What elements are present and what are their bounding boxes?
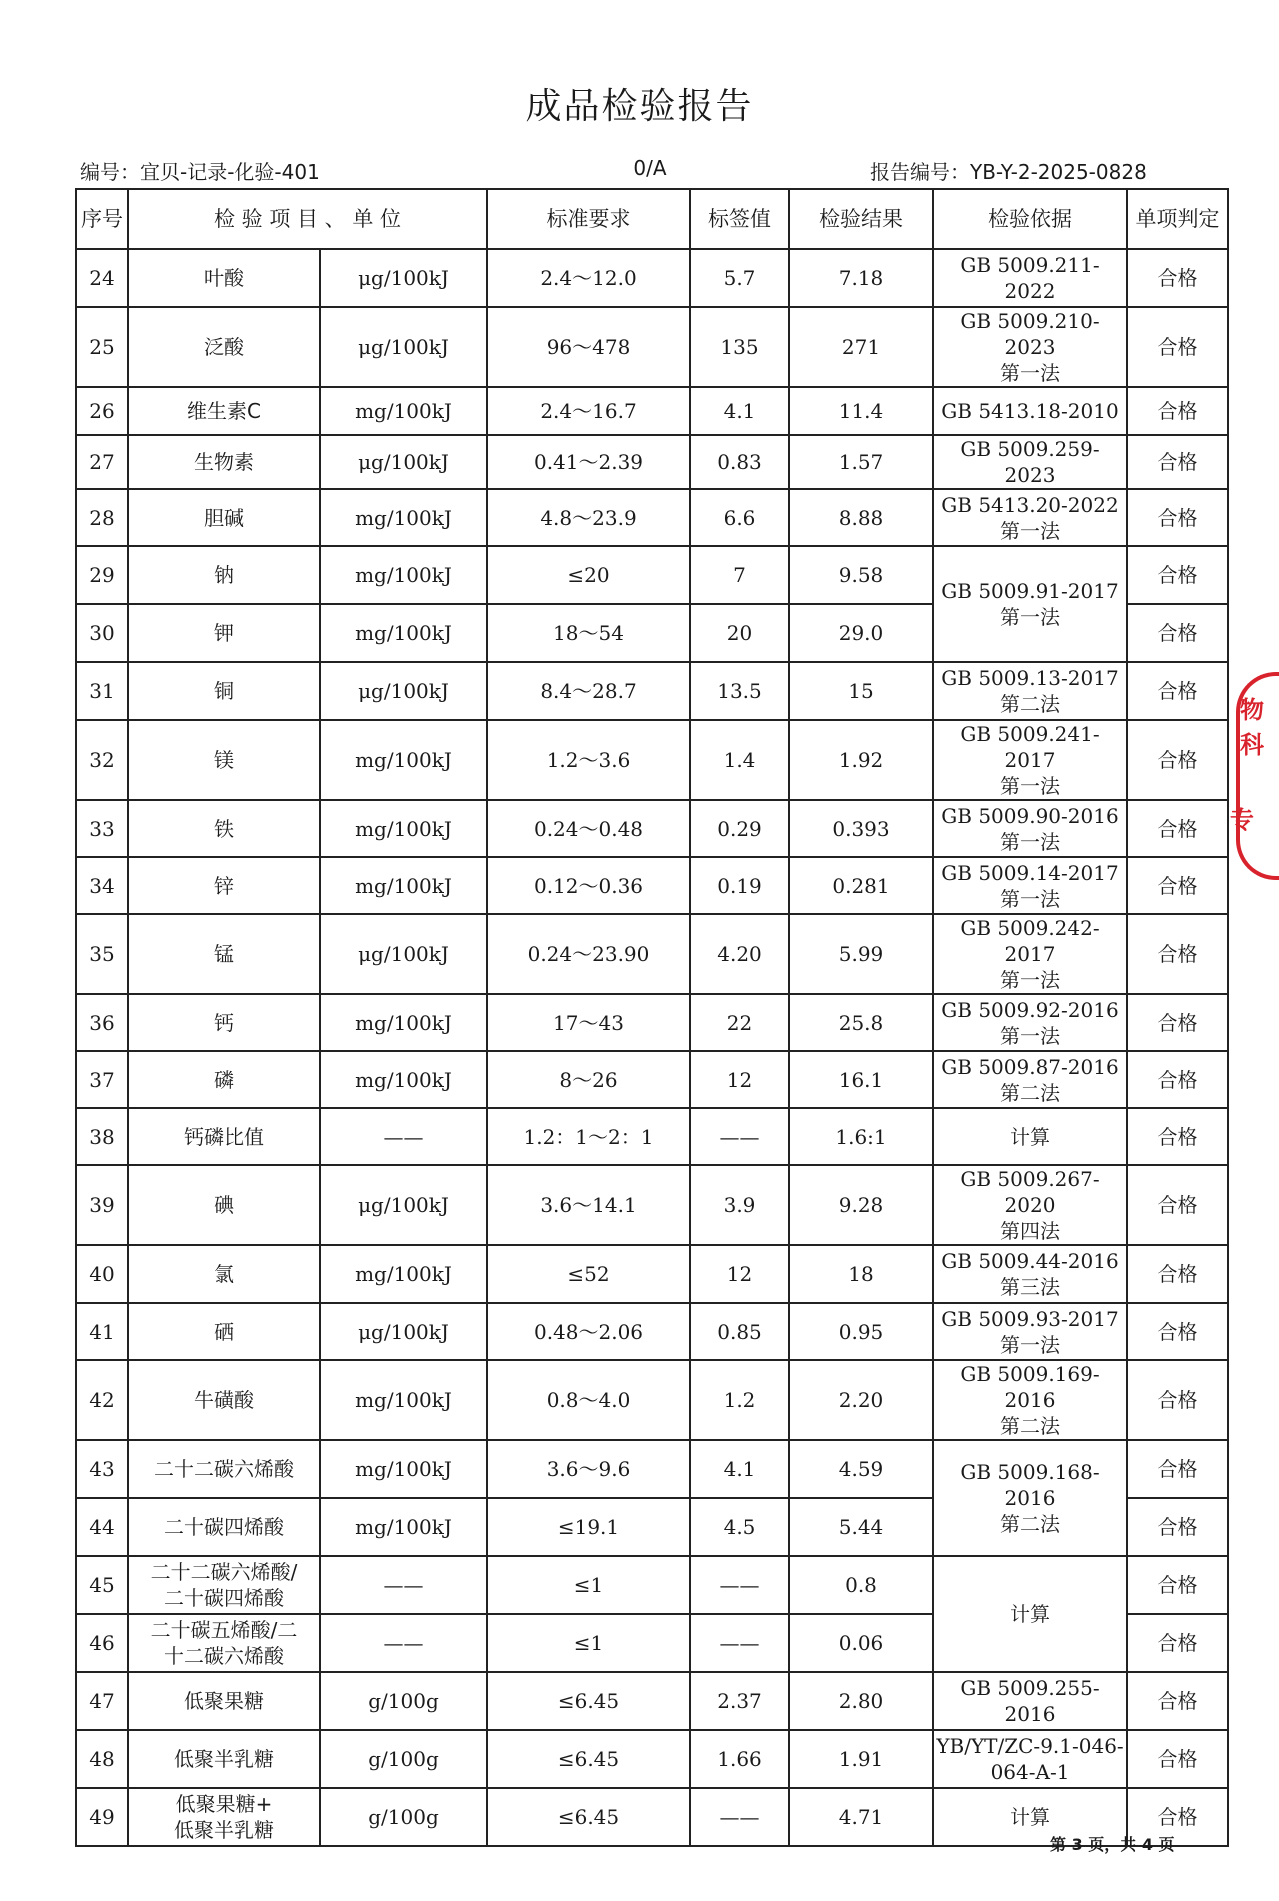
cell-unit: μg/100kJ: [320, 1303, 487, 1360]
cell-result: 9.28: [789, 1165, 933, 1245]
cell-item: 铁: [128, 800, 320, 857]
cell-standard: 2.4～16.7: [487, 387, 690, 435]
cell-standard: 1.2：1～2：1: [487, 1108, 690, 1165]
cell-judgement: 合格: [1127, 546, 1228, 604]
cell-item: 钾: [128, 604, 320, 662]
cell-item: 泛酸: [128, 307, 320, 387]
cell-unit: ——: [320, 1108, 487, 1165]
cell-standard: 3.6～14.1: [487, 1165, 690, 1245]
seal-text-bottom: 专: [1230, 806, 1254, 834]
cell-result: 2.80: [789, 1672, 933, 1730]
cell-label-value: 5.7: [690, 249, 789, 307]
cell-unit: g/100g: [320, 1730, 487, 1788]
cell-standard: 8.4～28.7: [487, 662, 690, 720]
cell-standard: ≤6.45: [487, 1672, 690, 1730]
table-row: [76, 1165, 1228, 1245]
cell-result: 7.18: [789, 249, 933, 307]
cell-item: 胆碱: [128, 489, 320, 546]
cell-basis: 计算: [933, 1108, 1127, 1165]
cell-seq: 28: [76, 489, 128, 546]
cell-standard: 0.48～2.06: [487, 1303, 690, 1360]
table-row: [76, 1730, 1228, 1788]
cell-label-value: 7: [690, 546, 789, 604]
cell-basis: 计算: [933, 1788, 1127, 1846]
cell-item: 二十碳四烯酸: [128, 1498, 320, 1556]
report-number: 报告编号：YB-Y-2-2025-0828: [870, 160, 1147, 184]
page-number: 第 3 页，共 4 页: [1050, 1835, 1175, 1854]
cell-label-value: ——: [690, 1556, 789, 1614]
cell-seq: 47: [76, 1672, 128, 1730]
cell-unit: mg/100kJ: [320, 1360, 487, 1440]
cell-label-value: 135: [690, 307, 789, 387]
cell-judgement: 合格: [1127, 249, 1228, 307]
version-label: 0/A: [633, 156, 667, 180]
cell-result: 25.8: [789, 994, 933, 1051]
cell-basis: YB/YT/ZC-9.1-046- 064-A-1: [933, 1730, 1127, 1788]
cell-label-value: ——: [690, 1108, 789, 1165]
table-row: [76, 662, 1228, 720]
cell-unit: g/100g: [320, 1788, 487, 1846]
cell-label-value: 2.37: [690, 1672, 789, 1730]
cell-label-value: 12: [690, 1051, 789, 1108]
cell-label-value: ——: [690, 1614, 789, 1672]
cell-unit: ——: [320, 1614, 487, 1672]
cell-basis: GB 5009.44-2016 第三法: [933, 1245, 1127, 1303]
cell-label-value: 0.83: [690, 435, 789, 489]
cell-result: 15: [789, 662, 933, 720]
cell-basis: GB 5009.91-2017 第一法: [933, 546, 1127, 662]
cell-item: 低聚半乳糖: [128, 1730, 320, 1788]
cell-unit: mg/100kJ: [320, 604, 487, 662]
cell-label-value: 4.1: [690, 387, 789, 435]
cell-judgement: 合格: [1127, 1165, 1228, 1245]
cell-judgement: 合格: [1127, 914, 1228, 994]
cell-judgement: 合格: [1127, 307, 1228, 387]
table-row: [76, 249, 1228, 307]
table-row: [76, 1051, 1228, 1108]
cell-standard: 0.24～23.90: [487, 914, 690, 994]
cell-label-value: 0.85: [690, 1303, 789, 1360]
cell-item: 钠: [128, 546, 320, 604]
cell-basis: GB 5009.267-2020 第四法: [933, 1165, 1127, 1245]
cell-result: 1.92: [789, 720, 933, 800]
header-judgement: 单项判定: [1127, 189, 1228, 249]
cell-standard: 8～26: [487, 1051, 690, 1108]
cell-unit: mg/100kJ: [320, 489, 487, 546]
table-row: [76, 435, 1228, 489]
table-row: [76, 720, 1228, 800]
cell-result: 11.4: [789, 387, 933, 435]
cell-judgement: 合格: [1127, 1245, 1228, 1303]
cell-result: 18: [789, 1245, 933, 1303]
cell-judgement: 合格: [1127, 994, 1228, 1051]
table-row: [76, 1672, 1228, 1730]
header-seq: 序号: [76, 189, 128, 249]
cell-judgement: 合格: [1127, 1788, 1228, 1846]
cell-unit: mg/100kJ: [320, 720, 487, 800]
cell-seq: 35: [76, 914, 128, 994]
cell-item: 维生素C: [128, 387, 320, 435]
cell-item: 磷: [128, 1051, 320, 1108]
table-row: [76, 1556, 1228, 1614]
cell-standard: 2.4～12.0: [487, 249, 690, 307]
cell-basis: GB 5009.169-2016 第二法: [933, 1360, 1127, 1440]
cell-item: 碘: [128, 1165, 320, 1245]
cell-seq: 27: [76, 435, 128, 489]
cell-standard: 0.41～2.39: [487, 435, 690, 489]
cell-item: 二十二碳六烯酸: [128, 1440, 320, 1498]
cell-unit: μg/100kJ: [320, 307, 487, 387]
cell-result: 4.59: [789, 1440, 933, 1498]
table-row: [76, 1440, 1228, 1498]
header-basis: 检验依据: [933, 189, 1127, 249]
cell-unit: mg/100kJ: [320, 1498, 487, 1556]
cell-result: 2.20: [789, 1360, 933, 1440]
cell-basis: GB 5009.87-2016 第二法: [933, 1051, 1127, 1108]
cell-result: 1.57: [789, 435, 933, 489]
cell-standard: 1.2～3.6: [487, 720, 690, 800]
table-row: [76, 1360, 1228, 1440]
table-row: [76, 800, 1228, 857]
cell-judgement: 合格: [1127, 1303, 1228, 1360]
cell-basis: GB 5009.241-2017 第一法: [933, 720, 1127, 800]
cell-standard: ≤20: [487, 546, 690, 604]
cell-label-value: 4.5: [690, 1498, 789, 1556]
cell-standard: ≤6.45: [487, 1730, 690, 1788]
cell-unit: μg/100kJ: [320, 1165, 487, 1245]
cell-seq: 25: [76, 307, 128, 387]
cell-label-value: 22: [690, 994, 789, 1051]
table-row: [76, 307, 1228, 387]
cell-item: 钙: [128, 994, 320, 1051]
cell-label-value: 4.1: [690, 1440, 789, 1498]
cell-basis: GB 5009.242-2017 第一法: [933, 914, 1127, 994]
table-row: [76, 387, 1228, 435]
cell-basis: GB 5009.13-2017 第二法: [933, 662, 1127, 720]
record-number: 编号：宜贝-记录-化验-401: [80, 160, 320, 184]
table-row: [76, 1108, 1228, 1165]
cell-seq: 42: [76, 1360, 128, 1440]
table-row: [76, 546, 1228, 604]
cell-basis: GB 5009.210-2023 第一法: [933, 307, 1127, 387]
cell-result: 0.393: [789, 800, 933, 857]
cell-label-value: 1.2: [690, 1360, 789, 1440]
cell-basis: GB 5009.168-2016 第二法: [933, 1440, 1127, 1556]
cell-standard: ≤6.45: [487, 1788, 690, 1846]
cell-seq: 46: [76, 1614, 128, 1672]
cell-result: 0.281: [789, 857, 933, 914]
cell-standard: 17～43: [487, 994, 690, 1051]
cell-judgement: 合格: [1127, 435, 1228, 489]
cell-unit: mg/100kJ: [320, 387, 487, 435]
cell-standard: 96～478: [487, 307, 690, 387]
cell-seq: 30: [76, 604, 128, 662]
table-row: [76, 1303, 1228, 1360]
cell-unit: mg/100kJ: [320, 546, 487, 604]
table-body: [76, 249, 1228, 1846]
cell-label-value: 13.5: [690, 662, 789, 720]
cell-judgement: 合格: [1127, 800, 1228, 857]
cell-seq: 41: [76, 1303, 128, 1360]
cell-item: 低聚果糖: [128, 1672, 320, 1730]
cell-seq: 24: [76, 249, 128, 307]
cell-label-value: 6.6: [690, 489, 789, 546]
table-row: [76, 489, 1228, 546]
cell-result: 4.71: [789, 1788, 933, 1846]
cell-result: 1.91: [789, 1730, 933, 1788]
cell-label-value: 1.66: [690, 1730, 789, 1788]
cell-result: 5.44: [789, 1498, 933, 1556]
cell-item: 低聚果糖+ 低聚半乳糖: [128, 1788, 320, 1846]
cell-judgement: 合格: [1127, 1108, 1228, 1165]
cell-seq: 44: [76, 1498, 128, 1556]
cell-seq: 40: [76, 1245, 128, 1303]
cell-label-value: 3.9: [690, 1165, 789, 1245]
cell-seq: 34: [76, 857, 128, 914]
cell-standard: ≤1: [487, 1614, 690, 1672]
cell-item: 锌: [128, 857, 320, 914]
cell-item: 二十碳五烯酸/二 十二碳六烯酸: [128, 1614, 320, 1672]
cell-result: 0.8: [789, 1556, 933, 1614]
cell-unit: μg/100kJ: [320, 435, 487, 489]
table-row: [76, 994, 1228, 1051]
cell-item: 叶酸: [128, 249, 320, 307]
cell-result: 271: [789, 307, 933, 387]
cell-judgement: 合格: [1127, 387, 1228, 435]
cell-basis: GB 5009.14-2017 第一法: [933, 857, 1127, 914]
table-row: [76, 1245, 1228, 1303]
cell-basis: GB 5413.20-2022 第一法: [933, 489, 1127, 546]
cell-unit: μg/100kJ: [320, 249, 487, 307]
cell-seq: 37: [76, 1051, 128, 1108]
cell-judgement: 合格: [1127, 604, 1228, 662]
header-result: 检验结果: [789, 189, 933, 249]
header-item-unit: 检 验 项 目 、 单 位: [128, 189, 487, 249]
cell-seq: 49: [76, 1788, 128, 1846]
cell-judgement: 合格: [1127, 1672, 1228, 1730]
cell-judgement: 合格: [1127, 1730, 1228, 1788]
cell-result: 29.0: [789, 604, 933, 662]
cell-basis: GB 5009.211-2022: [933, 249, 1127, 307]
cell-item: 氯: [128, 1245, 320, 1303]
cell-judgement: 合格: [1127, 1498, 1228, 1556]
inspection-table: [75, 188, 1229, 1847]
cell-standard: 3.6～9.6: [487, 1440, 690, 1498]
cell-judgement: 合格: [1127, 489, 1228, 546]
cell-standard: 4.8～23.9: [487, 489, 690, 546]
cell-seq: 31: [76, 662, 128, 720]
cell-item: 锰: [128, 914, 320, 994]
table-header-row: [76, 189, 1228, 249]
cell-basis: 计算: [933, 1556, 1127, 1672]
header-label-value: 标签值: [690, 189, 789, 249]
cell-seq: 39: [76, 1165, 128, 1245]
cell-standard: 0.24～0.48: [487, 800, 690, 857]
cell-seq: 32: [76, 720, 128, 800]
cell-result: 5.99: [789, 914, 933, 994]
cell-label-value: 20: [690, 604, 789, 662]
cell-seq: 38: [76, 1108, 128, 1165]
cell-unit: g/100g: [320, 1672, 487, 1730]
cell-seq: 26: [76, 387, 128, 435]
cell-result: 9.58: [789, 546, 933, 604]
cell-result: 16.1: [789, 1051, 933, 1108]
cell-unit: mg/100kJ: [320, 994, 487, 1051]
seal-text-top: 物科: [1240, 696, 1264, 759]
cell-judgement: 合格: [1127, 662, 1228, 720]
cell-item: 二十二碳六烯酸/ 二十碳四烯酸: [128, 1556, 320, 1614]
cell-judgement: 合格: [1127, 1360, 1228, 1440]
cell-item: 牛磺酸: [128, 1360, 320, 1440]
table-row: [76, 857, 1228, 914]
cell-item: 钙磷比值: [128, 1108, 320, 1165]
cell-basis: GB 5009.259-2023: [933, 435, 1127, 489]
cell-judgement: 合格: [1127, 720, 1228, 800]
cell-judgement: 合格: [1127, 1614, 1228, 1672]
cell-item: 生物素: [128, 435, 320, 489]
cell-judgement: 合格: [1127, 1051, 1228, 1108]
cell-seq: 29: [76, 546, 128, 604]
cell-label-value: 12: [690, 1245, 789, 1303]
cell-seq: 48: [76, 1730, 128, 1788]
cell-standard: 18～54: [487, 604, 690, 662]
cell-unit: μg/100kJ: [320, 662, 487, 720]
cell-unit: mg/100kJ: [320, 1051, 487, 1108]
cell-judgement: 合格: [1127, 1556, 1228, 1614]
header-standard: 标准要求: [487, 189, 690, 249]
cell-judgement: 合格: [1127, 1440, 1228, 1498]
cell-result: 1.6:1: [789, 1108, 933, 1165]
cell-basis: GB 5009.255-2016: [933, 1672, 1127, 1730]
cell-standard: ≤1: [487, 1556, 690, 1614]
cell-item: 镁: [128, 720, 320, 800]
cell-standard: 0.12～0.36: [487, 857, 690, 914]
cell-seq: 33: [76, 800, 128, 857]
cell-seq: 36: [76, 994, 128, 1051]
cell-result: 8.88: [789, 489, 933, 546]
report-title: 成品检验报告: [525, 86, 754, 127]
cell-label-value: 0.19: [690, 857, 789, 914]
cell-result: 0.95: [789, 1303, 933, 1360]
cell-unit: mg/100kJ: [320, 857, 487, 914]
cell-judgement: 合格: [1127, 857, 1228, 914]
cell-item: 硒: [128, 1303, 320, 1360]
cell-standard: ≤19.1: [487, 1498, 690, 1556]
cell-unit: μg/100kJ: [320, 914, 487, 994]
cell-basis: GB 5413.18-2010: [933, 387, 1127, 435]
cell-basis: GB 5009.92-2016 第一法: [933, 994, 1127, 1051]
cell-label-value: 0.29: [690, 800, 789, 857]
cell-item: 铜: [128, 662, 320, 720]
cell-label-value: ——: [690, 1788, 789, 1846]
cell-unit: mg/100kJ: [320, 1440, 487, 1498]
cell-unit: mg/100kJ: [320, 800, 487, 857]
cell-result: 0.06: [789, 1614, 933, 1672]
cell-seq: 43: [76, 1440, 128, 1498]
cell-unit: ——: [320, 1556, 487, 1614]
cell-basis: GB 5009.93-2017 第一法: [933, 1303, 1127, 1360]
cell-basis: GB 5009.90-2016 第一法: [933, 800, 1127, 857]
cell-seq: 45: [76, 1556, 128, 1614]
cell-label-value: 1.4: [690, 720, 789, 800]
cell-standard: ≤52: [487, 1245, 690, 1303]
cell-label-value: 4.20: [690, 914, 789, 994]
cell-unit: mg/100kJ: [320, 1245, 487, 1303]
table-row: [76, 914, 1228, 994]
cell-standard: 0.8～4.0: [487, 1360, 690, 1440]
